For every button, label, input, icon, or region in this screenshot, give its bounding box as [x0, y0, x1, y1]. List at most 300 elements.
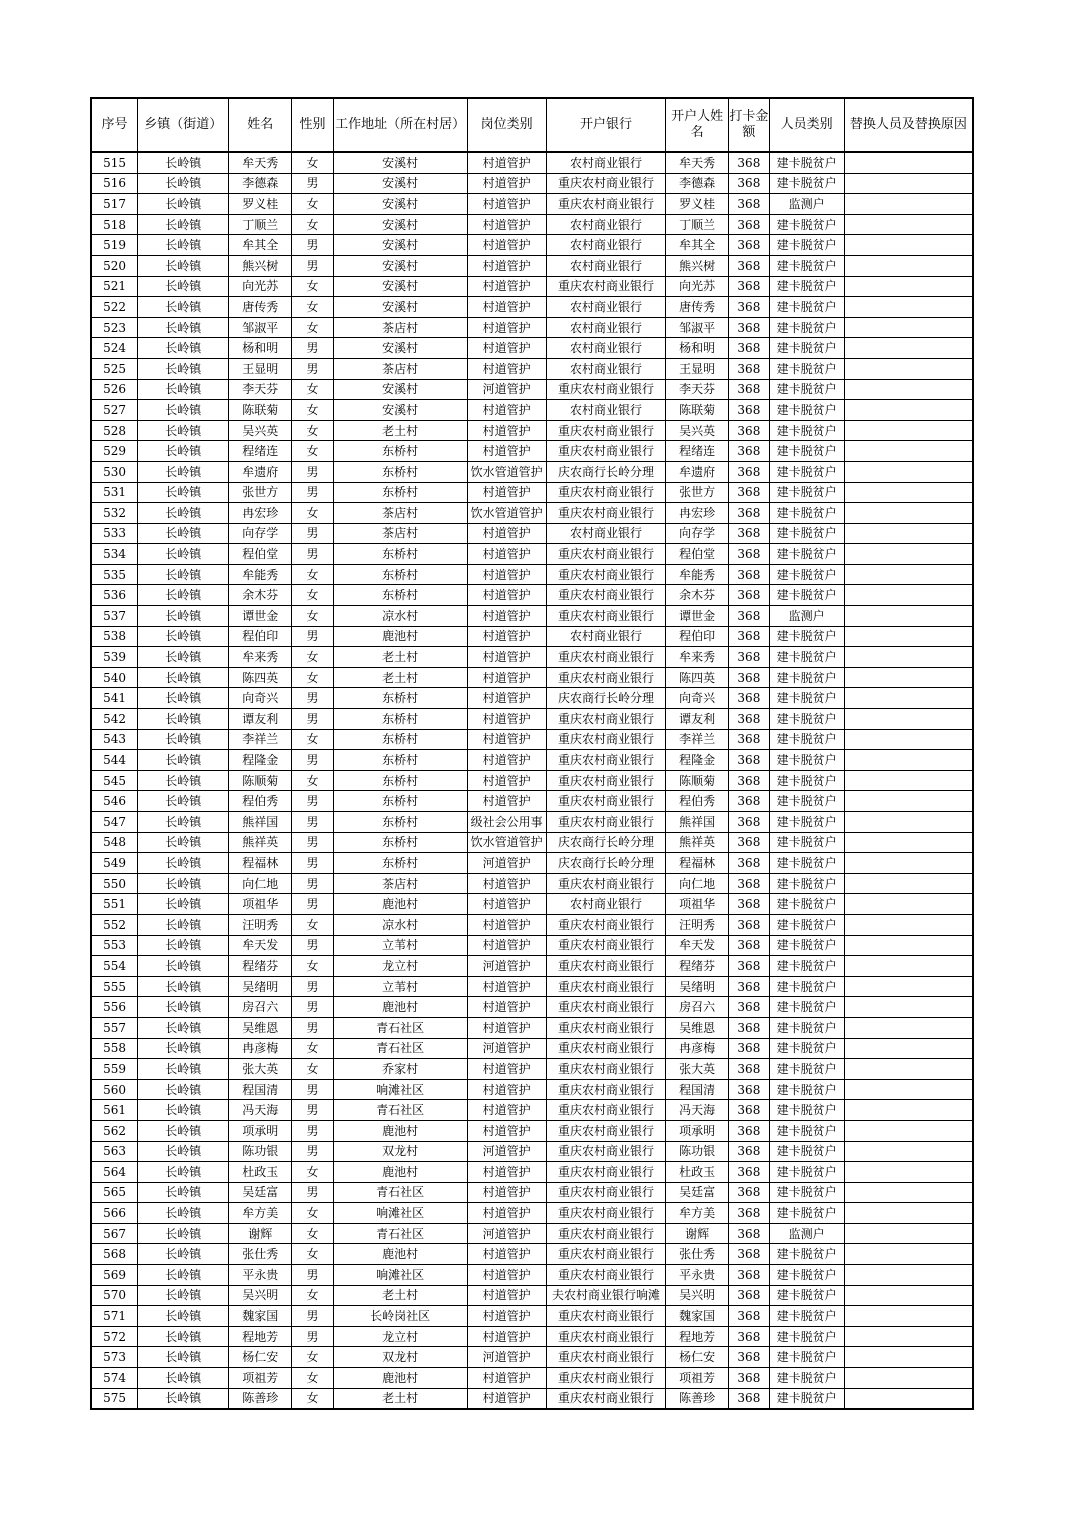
- cell-gender: 女: [292, 441, 334, 462]
- cell-index: 543: [91, 729, 138, 750]
- cell-name: 程国清: [229, 1079, 292, 1100]
- cell-replacement: [844, 750, 973, 771]
- cell-work-address: 青石社区: [333, 1100, 467, 1121]
- table-row: [91, 1368, 973, 1389]
- cell-work-address: 乔家村: [333, 1059, 467, 1080]
- cell-name: 李祥兰: [229, 729, 292, 750]
- cell-work-address: 安溪村: [333, 400, 467, 421]
- cell-index: 532: [91, 503, 138, 524]
- cell-account-holder: 程伯印: [666, 626, 729, 647]
- cell-replacement: [844, 729, 973, 750]
- cell-bank: 重庆农村商业银行: [546, 1182, 666, 1203]
- cell-account-holder: 向奇兴: [666, 688, 729, 709]
- table-row: [91, 1223, 973, 1244]
- cell-township: 长岭镇: [138, 1223, 229, 1244]
- table-row: [91, 379, 973, 400]
- table-row: [91, 276, 973, 297]
- cell-post-type: 村道管护: [467, 729, 546, 750]
- cell-name: 唐传秀: [229, 297, 292, 318]
- header-index: 序号: [91, 98, 138, 152]
- cell-township: 长岭镇: [138, 255, 229, 276]
- cell-name: 陈联菊: [229, 400, 292, 421]
- cell-township: 长岭镇: [138, 1347, 229, 1368]
- cell-account-holder: 牟来秀: [666, 647, 729, 668]
- cell-index: 572: [91, 1326, 138, 1347]
- cell-replacement: [844, 791, 973, 812]
- cell-person-type: 建卡脱贫户: [769, 297, 844, 318]
- cell-amount: 368: [729, 173, 770, 194]
- cell-amount: 368: [729, 914, 770, 935]
- cell-name: 程绪连: [229, 441, 292, 462]
- cell-person-type: 建卡脱贫户: [769, 956, 844, 977]
- cell-replacement: [844, 1347, 973, 1368]
- table-row: [91, 1203, 973, 1224]
- cell-amount: 368: [729, 523, 770, 544]
- table-row: [91, 1182, 973, 1203]
- cell-account-holder: 程绪芬: [666, 956, 729, 977]
- cell-index: 526: [91, 379, 138, 400]
- cell-index: 529: [91, 441, 138, 462]
- cell-index: 540: [91, 667, 138, 688]
- cell-work-address: 安溪村: [333, 297, 467, 318]
- cell-post-type: 村道管护: [467, 1285, 546, 1306]
- cell-replacement: [844, 400, 973, 421]
- cell-index: 559: [91, 1059, 138, 1080]
- cell-township: 长岭镇: [138, 873, 229, 894]
- cell-gender: 男: [292, 544, 334, 565]
- cell-work-address: 东桥村: [333, 482, 467, 503]
- cell-work-address: 东桥村: [333, 750, 467, 771]
- header-township: 乡镇（街道）: [138, 98, 229, 152]
- cell-work-address: 响滩社区: [333, 1265, 467, 1286]
- cell-bank: 重庆农村商业银行: [546, 1306, 666, 1327]
- cell-township: 长岭镇: [138, 420, 229, 441]
- cell-replacement: [844, 647, 973, 668]
- cell-amount: 368: [729, 791, 770, 812]
- cell-replacement: [844, 976, 973, 997]
- cell-person-type: 建卡脱贫户: [769, 1347, 844, 1368]
- cell-name: 牟能秀: [229, 564, 292, 585]
- cell-gender: 女: [292, 297, 334, 318]
- table-row: [91, 297, 973, 318]
- cell-township: 长岭镇: [138, 914, 229, 935]
- cell-replacement: [844, 853, 973, 874]
- cell-post-type: 村道管护: [467, 606, 546, 627]
- cell-work-address: 鹿池村: [333, 997, 467, 1018]
- cell-post-type: 村道管护: [467, 420, 546, 441]
- cell-post-type: 村道管护: [467, 1265, 546, 1286]
- table-row: [91, 770, 973, 791]
- cell-index: 562: [91, 1120, 138, 1141]
- cell-replacement: [844, 1285, 973, 1306]
- cell-amount: 368: [729, 482, 770, 503]
- cell-post-type: 河道管护: [467, 379, 546, 400]
- table-row: [91, 976, 973, 997]
- cell-replacement: [844, 1059, 973, 1080]
- cell-amount: 368: [729, 585, 770, 606]
- cell-index: 564: [91, 1162, 138, 1183]
- cell-name: 丁顺兰: [229, 214, 292, 235]
- cell-amount: 368: [729, 564, 770, 585]
- cell-replacement: [844, 214, 973, 235]
- cell-amount: 368: [729, 873, 770, 894]
- cell-gender: 女: [292, 152, 334, 173]
- cell-work-address: 双龙村: [333, 1347, 467, 1368]
- cell-township: 长岭镇: [138, 1326, 229, 1347]
- cell-amount: 368: [729, 544, 770, 565]
- cell-work-address: 安溪村: [333, 194, 467, 215]
- cell-gender: 男: [292, 1017, 334, 1038]
- cell-bank: 重庆农村商业银行: [546, 585, 666, 606]
- cell-township: 长岭镇: [138, 647, 229, 668]
- cell-person-type: 建卡脱贫户: [769, 1141, 844, 1162]
- cell-work-address: 龙立村: [333, 956, 467, 977]
- cell-amount: 368: [729, 1223, 770, 1244]
- cell-replacement: [844, 1141, 973, 1162]
- cell-post-type: 河道管护: [467, 1223, 546, 1244]
- table-row: [91, 667, 973, 688]
- cell-name: 房召六: [229, 997, 292, 1018]
- cell-gender: 女: [292, 379, 334, 400]
- cell-account-holder: 冯天海: [666, 1100, 729, 1121]
- cell-gender: 男: [292, 1182, 334, 1203]
- cell-township: 长岭镇: [138, 1244, 229, 1265]
- cell-replacement: [844, 338, 973, 359]
- cell-person-type: 建卡脱贫户: [769, 379, 844, 400]
- cell-post-type: 村道管护: [467, 1388, 546, 1409]
- cell-work-address: 安溪村: [333, 276, 467, 297]
- cell-index: 519: [91, 235, 138, 256]
- cell-work-address: 安溪村: [333, 235, 467, 256]
- cell-account-holder: 程绪连: [666, 441, 729, 462]
- cell-work-address: 立苇村: [333, 976, 467, 997]
- cell-account-holder: 陈联菊: [666, 400, 729, 421]
- cell-gender: 男: [292, 935, 334, 956]
- cell-bank: 重庆农村商业银行: [546, 379, 666, 400]
- cell-post-type: 村道管护: [467, 770, 546, 791]
- cell-bank: 重庆农村商业银行: [546, 482, 666, 503]
- cell-amount: 368: [729, 729, 770, 750]
- cell-work-address: 东桥村: [333, 688, 467, 709]
- cell-account-holder: 向存学: [666, 523, 729, 544]
- table-row: [91, 255, 973, 276]
- cell-post-type: 村道管护: [467, 997, 546, 1018]
- cell-person-type: 建卡脱贫户: [769, 152, 844, 173]
- cell-amount: 368: [729, 1265, 770, 1286]
- cell-person-type: 建卡脱贫户: [769, 482, 844, 503]
- cell-person-type: 建卡脱贫户: [769, 235, 844, 256]
- cell-replacement: [844, 626, 973, 647]
- cell-replacement: [844, 482, 973, 503]
- cell-person-type: 建卡脱贫户: [769, 914, 844, 935]
- cell-name: 张世方: [229, 482, 292, 503]
- cell-work-address: 东桥村: [333, 812, 467, 833]
- cell-name: 谭世金: [229, 606, 292, 627]
- cell-gender: 男: [292, 853, 334, 874]
- cell-amount: 368: [729, 1306, 770, 1327]
- cell-name: 向光苏: [229, 276, 292, 297]
- cell-replacement: [844, 873, 973, 894]
- table-row: [91, 1244, 973, 1265]
- cell-work-address: 东桥村: [333, 585, 467, 606]
- cell-township: 长岭镇: [138, 1059, 229, 1080]
- cell-township: 长岭镇: [138, 853, 229, 874]
- cell-person-type: 建卡脱贫户: [769, 667, 844, 688]
- cell-bank: 庆农商行长岭分理: [546, 688, 666, 709]
- cell-gender: 女: [292, 503, 334, 524]
- cell-gender: 女: [292, 1244, 334, 1265]
- cell-bank: 重庆农村商业银行: [546, 956, 666, 977]
- cell-index: 541: [91, 688, 138, 709]
- cell-gender: 女: [292, 585, 334, 606]
- cell-index: 542: [91, 709, 138, 730]
- cell-account-holder: 谭友利: [666, 709, 729, 730]
- cell-gender: 男: [292, 338, 334, 359]
- cell-township: 长岭镇: [138, 317, 229, 338]
- cell-account-holder: 冉彦梅: [666, 1038, 729, 1059]
- cell-work-address: 安溪村: [333, 255, 467, 276]
- cell-post-type: 村道管护: [467, 235, 546, 256]
- cell-gender: 男: [292, 1120, 334, 1141]
- cell-gender: 男: [292, 1079, 334, 1100]
- cell-replacement: [844, 1203, 973, 1224]
- table-row: [91, 523, 973, 544]
- cell-township: 长岭镇: [138, 1100, 229, 1121]
- cell-bank: 农村商业银行: [546, 358, 666, 379]
- cell-replacement: [844, 194, 973, 215]
- cell-amount: 368: [729, 647, 770, 668]
- table-row: [91, 873, 973, 894]
- cell-index: 518: [91, 214, 138, 235]
- cell-gender: 女: [292, 914, 334, 935]
- cell-township: 长岭镇: [138, 441, 229, 462]
- cell-account-holder: 谢辉: [666, 1223, 729, 1244]
- cell-work-address: 青石社区: [333, 1017, 467, 1038]
- cell-post-type: 村道管护: [467, 1017, 546, 1038]
- table-row: [91, 1141, 973, 1162]
- cell-amount: 368: [729, 1059, 770, 1080]
- cell-replacement: [844, 1079, 973, 1100]
- cell-post-type: 村道管护: [467, 152, 546, 173]
- header-replacement: 替换人员及替换原因: [844, 98, 973, 152]
- cell-person-type: 建卡脱贫户: [769, 544, 844, 565]
- cell-work-address: 茶店村: [333, 317, 467, 338]
- table-row: [91, 1285, 973, 1306]
- cell-person-type: 建卡脱贫户: [769, 1368, 844, 1389]
- cell-post-type: 河道管护: [467, 1038, 546, 1059]
- cell-amount: 368: [729, 152, 770, 173]
- cell-replacement: [844, 1182, 973, 1203]
- cell-post-type: 河道管护: [467, 1141, 546, 1162]
- cell-name: 向奇兴: [229, 688, 292, 709]
- cell-bank: 重庆农村商业银行: [546, 276, 666, 297]
- cell-person-type: 建卡脱贫户: [769, 935, 844, 956]
- cell-person-type: 建卡脱贫户: [769, 1203, 844, 1224]
- cell-index: 555: [91, 976, 138, 997]
- cell-bank: 重庆农村商业银行: [546, 1347, 666, 1368]
- table-row: [91, 1059, 973, 1080]
- cell-replacement: [844, 1038, 973, 1059]
- cell-township: 长岭镇: [138, 606, 229, 627]
- cell-post-type: 村道管护: [467, 976, 546, 997]
- cell-amount: 368: [729, 441, 770, 462]
- cell-account-holder: 汪明秀: [666, 914, 729, 935]
- cell-work-address: 青石社区: [333, 1223, 467, 1244]
- cell-bank: 重庆农村商业银行: [546, 1120, 666, 1141]
- cell-gender: 男: [292, 791, 334, 812]
- cell-bank: 重庆农村商业银行: [546, 812, 666, 833]
- cell-account-holder: 熊祥英: [666, 832, 729, 853]
- cell-amount: 368: [729, 317, 770, 338]
- cell-bank: 农村商业银行: [546, 317, 666, 338]
- cell-index: 516: [91, 173, 138, 194]
- cell-work-address: 茶店村: [333, 503, 467, 524]
- cell-replacement: [844, 564, 973, 585]
- cell-work-address: 老土村: [333, 420, 467, 441]
- cell-township: 长岭镇: [138, 729, 229, 750]
- cell-bank: 重庆农村商业银行: [546, 544, 666, 565]
- cell-name: 牟天发: [229, 935, 292, 956]
- cell-post-type: 村道管护: [467, 626, 546, 647]
- cell-replacement: [844, 832, 973, 853]
- cell-bank: 农村商业银行: [546, 400, 666, 421]
- cell-bank: 重庆农村商业银行: [546, 173, 666, 194]
- cell-work-address: 安溪村: [333, 173, 467, 194]
- cell-name: 牟方美: [229, 1203, 292, 1224]
- cell-index: 531: [91, 482, 138, 503]
- cell-amount: 368: [729, 255, 770, 276]
- table-row: [91, 688, 973, 709]
- cell-township: 长岭镇: [138, 1306, 229, 1327]
- cell-name: 吴廷富: [229, 1182, 292, 1203]
- cell-amount: 368: [729, 626, 770, 647]
- cell-account-holder: 吴绪明: [666, 976, 729, 997]
- table-row: [91, 235, 973, 256]
- cell-index: 553: [91, 935, 138, 956]
- cell-post-type: 河道管护: [467, 853, 546, 874]
- cell-name: 陈功银: [229, 1141, 292, 1162]
- cell-post-type: 村道管护: [467, 1059, 546, 1080]
- table-row: [91, 1347, 973, 1368]
- cell-gender: 男: [292, 873, 334, 894]
- cell-bank: 庆农商行长岭分理: [546, 461, 666, 482]
- cell-name: 熊祥英: [229, 832, 292, 853]
- cell-index: 524: [91, 338, 138, 359]
- cell-gender: 女: [292, 1368, 334, 1389]
- cell-person-type: 监测户: [769, 1223, 844, 1244]
- cell-name: 谢辉: [229, 1223, 292, 1244]
- cell-index: 515: [91, 152, 138, 173]
- cell-person-type: 建卡脱贫户: [769, 688, 844, 709]
- cell-replacement: [844, 812, 973, 833]
- cell-township: 长岭镇: [138, 1038, 229, 1059]
- cell-index: 528: [91, 420, 138, 441]
- cell-township: 长岭镇: [138, 1141, 229, 1162]
- cell-index: 563: [91, 1141, 138, 1162]
- header-gender: 性别: [292, 98, 334, 152]
- cell-replacement: [844, 276, 973, 297]
- cell-township: 长岭镇: [138, 1368, 229, 1389]
- cell-gender: 女: [292, 1285, 334, 1306]
- cell-post-type: 饮水管道管护: [467, 461, 546, 482]
- cell-post-type: 村道管护: [467, 297, 546, 318]
- cell-name: 程伯印: [229, 626, 292, 647]
- cell-township: 长岭镇: [138, 935, 229, 956]
- cell-person-type: 建卡脱贫户: [769, 750, 844, 771]
- cell-township: 长岭镇: [138, 297, 229, 318]
- cell-person-type: 建卡脱贫户: [769, 812, 844, 833]
- header-bank: 开户银行: [546, 98, 666, 152]
- cell-post-type: 村道管护: [467, 338, 546, 359]
- cell-index: 546: [91, 791, 138, 812]
- cell-person-type: 建卡脱贫户: [769, 255, 844, 276]
- cell-gender: 女: [292, 667, 334, 688]
- table-row: [91, 152, 973, 173]
- cell-bank: 重庆农村商业银行: [546, 1017, 666, 1038]
- cell-account-holder: 冉宏珍: [666, 503, 729, 524]
- cell-post-type: 村道管护: [467, 1079, 546, 1100]
- cell-post-type: 村道管护: [467, 194, 546, 215]
- cell-township: 长岭镇: [138, 688, 229, 709]
- beneficiary-table-sheet: [90, 97, 974, 1410]
- cell-person-type: 建卡脱贫户: [769, 1182, 844, 1203]
- table-row: [91, 812, 973, 833]
- cell-township: 长岭镇: [138, 976, 229, 997]
- table-row: [91, 606, 973, 627]
- cell-amount: 368: [729, 420, 770, 441]
- cell-index: 558: [91, 1038, 138, 1059]
- cell-post-type: 村道管护: [467, 441, 546, 462]
- cell-person-type: 建卡脱贫户: [769, 1079, 844, 1100]
- cell-work-address: 老土村: [333, 1285, 467, 1306]
- cell-account-holder: 王显明: [666, 358, 729, 379]
- cell-person-type: 建卡脱贫户: [769, 626, 844, 647]
- cell-person-type: 建卡脱贫户: [769, 791, 844, 812]
- table-row: [91, 544, 973, 565]
- cell-bank: 农村商业银行: [546, 626, 666, 647]
- cell-account-holder: 项祖芳: [666, 1368, 729, 1389]
- cell-work-address: 鹿池村: [333, 894, 467, 915]
- cell-name: 程福林: [229, 853, 292, 874]
- cell-replacement: [844, 503, 973, 524]
- header-row: [91, 98, 973, 152]
- cell-index: 550: [91, 873, 138, 894]
- table-row: [91, 214, 973, 235]
- cell-person-type: 建卡脱贫户: [769, 1285, 844, 1306]
- cell-post-type: 村道管护: [467, 400, 546, 421]
- table-row: [91, 1017, 973, 1038]
- cell-bank: 重庆农村商业银行: [546, 1141, 666, 1162]
- cell-post-type: 村道管护: [467, 1162, 546, 1183]
- cell-amount: 368: [729, 606, 770, 627]
- table-row: [91, 1079, 973, 1100]
- cell-post-type: 村道管护: [467, 667, 546, 688]
- cell-gender: 女: [292, 1223, 334, 1244]
- cell-index: 561: [91, 1100, 138, 1121]
- cell-bank: 农村商业银行: [546, 894, 666, 915]
- cell-account-holder: 余木芬: [666, 585, 729, 606]
- cell-person-type: 建卡脱贫户: [769, 1017, 844, 1038]
- cell-person-type: 建卡脱贫户: [769, 523, 844, 544]
- cell-person-type: 建卡脱贫户: [769, 441, 844, 462]
- cell-index: 539: [91, 647, 138, 668]
- cell-replacement: [844, 1306, 973, 1327]
- cell-post-type: 饮水管道管护: [467, 503, 546, 524]
- cell-bank: 庆农商行长岭分理: [546, 853, 666, 874]
- cell-post-type: 村道管护: [467, 873, 546, 894]
- table-row: [91, 791, 973, 812]
- cell-name: 吴绪明: [229, 976, 292, 997]
